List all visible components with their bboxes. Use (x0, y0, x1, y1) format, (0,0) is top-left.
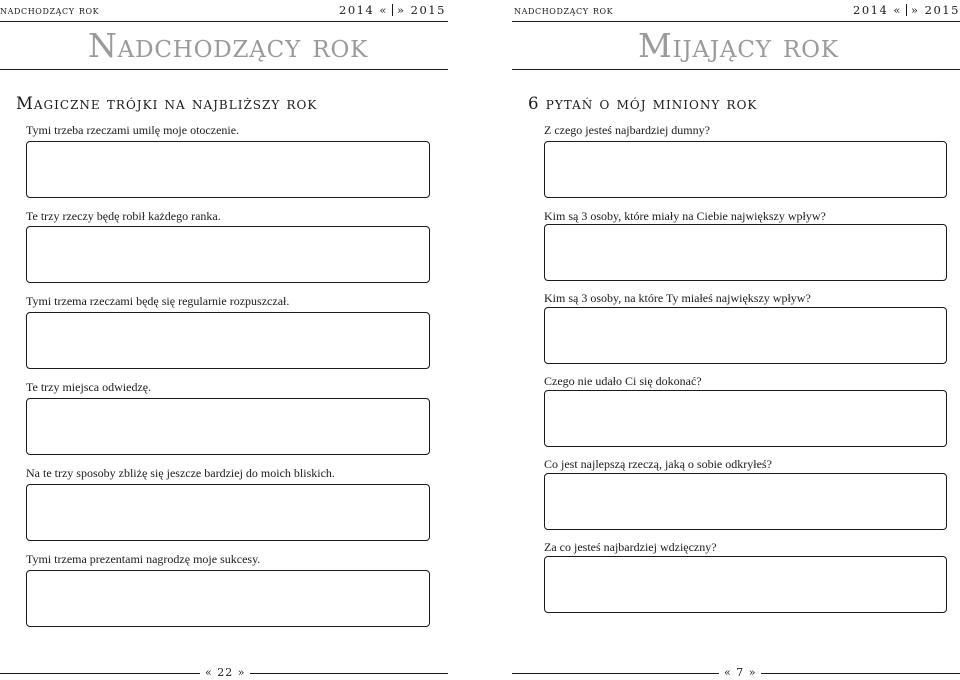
left-answer-box-5[interactable] (26, 484, 430, 541)
left-title-rule (0, 69, 448, 70)
left-question-5: Na te trzy sposoby zbliżę się jeszcze bardziej do moich bliskich. (26, 466, 335, 480)
right-question-3: Kim są 3 osoby, na które Ty miałeś największy wpływ? (544, 291, 811, 305)
right-answer-box-4[interactable] (544, 390, 947, 447)
left-answer-box-2[interactable] (26, 226, 430, 283)
left-answer-box-3[interactable] (26, 312, 430, 369)
right-answer-box-6[interactable] (544, 556, 947, 613)
right-answer-box-3[interactable] (544, 307, 947, 364)
right-page-title: Mijający rok (638, 26, 839, 65)
right-header-year-next: » 2015 (910, 3, 960, 17)
left-header-year-prev: 2014 « (339, 3, 388, 17)
right-header-years (853, 3, 960, 17)
left-header-years (339, 3, 446, 17)
left-header-label: nadchodzący rok (0, 3, 100, 17)
right-header-separator (906, 4, 907, 16)
right-header-year-prev: 2014 « (853, 3, 902, 17)
left-page-number: « 22 » (200, 666, 250, 679)
right-question-2: Kim są 3 osoby, które miały na Ciebie największy wpływ? (544, 209, 826, 223)
left-header-rule (0, 21, 448, 22)
right-question-6: Za co jesteś najbardziej wdzięczny? (544, 540, 717, 554)
left-answer-box-4[interactable] (26, 398, 430, 455)
left-question-4: Te trzy miejsca odwiedzę. (26, 380, 152, 394)
left-section-title: Magiczne trójki na najbliższy rok (16, 94, 318, 113)
left-question-2: Te trzy rzeczy będę robił każdego ranka. (26, 209, 221, 223)
left-answer-box-1[interactable] (26, 141, 430, 198)
right-question-5: Co jest najlepszą rzeczą, jaką o sobie odkryłeś? (544, 457, 772, 471)
right-title-rule (512, 69, 960, 70)
right-page-number: « 7 » (719, 666, 761, 679)
right-answer-box-1[interactable] (544, 141, 947, 198)
right-header-label: nadchodzący rok (514, 3, 614, 17)
right-answer-box-5[interactable] (544, 473, 947, 530)
left-question-3: Tymi trzema rzeczami będę się regularnie rozpuszczał. (26, 294, 290, 308)
left-page-title: Nadchodzący rok (88, 26, 369, 65)
right-section-title: 6 pytań o mój miniony rok (528, 94, 758, 113)
left-question-1: Tymi trzeba rzeczami umilę moje otoczenie. (26, 123, 240, 137)
right-answer-box-2[interactable] (544, 224, 947, 281)
left-question-6: Tymi trzema prezentami nagrodzę moje sukcesy. (26, 552, 261, 566)
right-question-4: Czego nie udało Ci się dokonać? (544, 374, 702, 388)
right-header-rule (512, 21, 960, 22)
left-answer-box-6[interactable] (26, 570, 430, 627)
left-header-separator (392, 4, 393, 16)
right-question-1: Z czego jesteś najbardziej dumny? (544, 123, 710, 137)
left-header-year-next: » 2015 (396, 3, 446, 17)
